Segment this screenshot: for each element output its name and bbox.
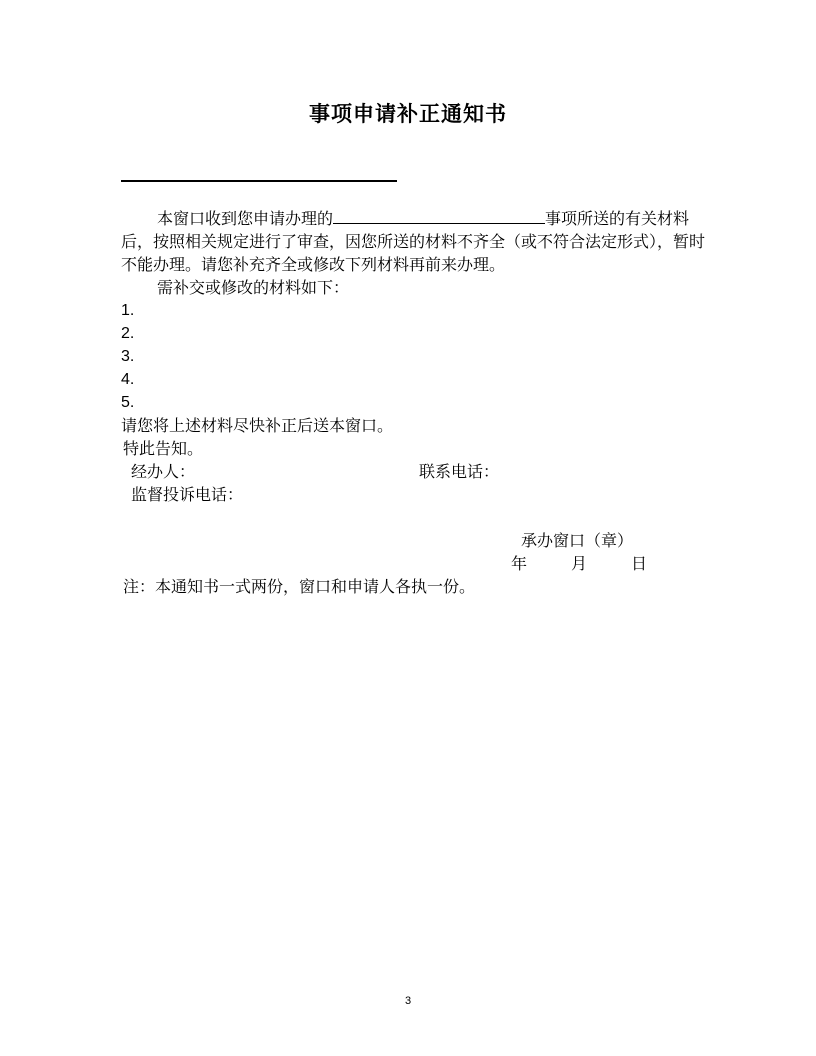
- list-item-4: 4.: [121, 371, 135, 388]
- list-item-2: 2.: [121, 325, 135, 342]
- date-month-label: 月: [571, 554, 588, 573]
- list-item-3: 3.: [121, 348, 135, 365]
- handler-label: 经办人：: [131, 462, 196, 481]
- page-number: 3: [404, 995, 412, 1007]
- intro-text-before-blank: 本窗口收到您申请办理的: [157, 209, 334, 228]
- document-body: [121, 206, 711, 598]
- materials-list-intro: 需补交或修改的材料如下：: [157, 278, 350, 297]
- notice-text: 特此告知。: [123, 439, 204, 458]
- footnote: 注：本通知书一式两份，窗口和申请人各执一份。: [123, 577, 476, 596]
- matter-name-blank: [333, 206, 545, 224]
- recipient-blank-line: [121, 180, 397, 182]
- blank-spacer: [121, 506, 711, 529]
- list-item-5: 5.: [121, 394, 135, 411]
- date-year-label: 年: [511, 554, 528, 573]
- intro-text-after-blank: 事项所送的有关材料后，按照相关规定进行了审查，因您所送的材料不齐全（或不符合法定形式），暂时不能办理。请您补充齐全或修改下列材料再前来办理。: [121, 209, 706, 274]
- materials-list: [121, 299, 711, 414]
- date-line: [121, 552, 711, 575]
- phone-label: 联系电话：: [419, 462, 500, 481]
- complaint-phone-label: 监督投诉电话：: [131, 485, 244, 504]
- intro-paragraph: [121, 206, 711, 276]
- seal-label: 承办窗口（章）: [521, 531, 634, 550]
- document-title: 事项申请补正通知书: [309, 102, 507, 126]
- list-item-1: 1.: [121, 302, 135, 319]
- request-text: 请您将上述材料尽快补正后送本窗口。: [121, 416, 394, 435]
- contact-row: [121, 460, 711, 483]
- date-day-label: 日: [631, 554, 648, 573]
